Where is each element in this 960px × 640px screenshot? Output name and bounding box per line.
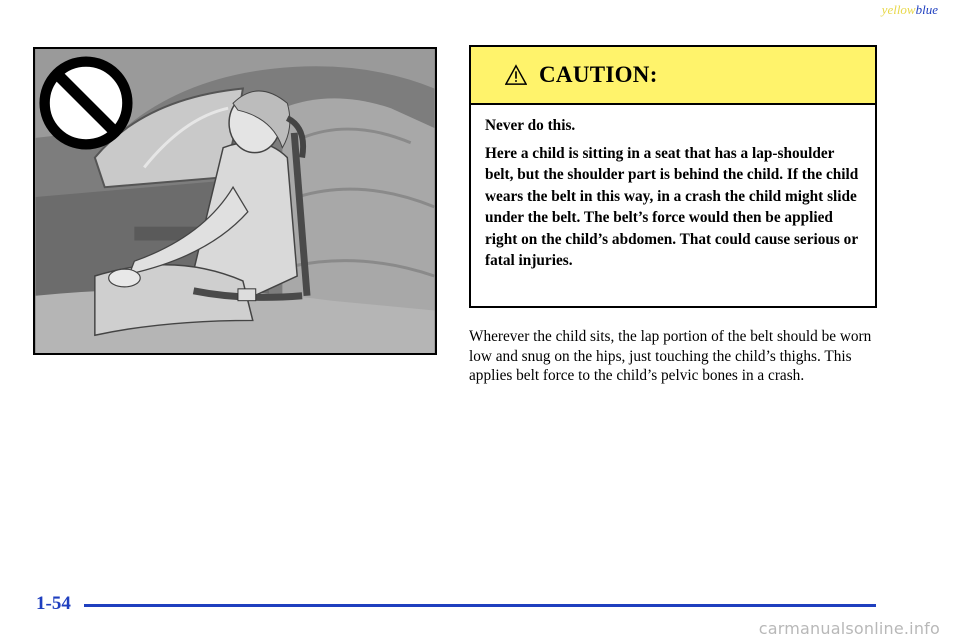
caution-box — [469, 45, 877, 308]
watermark: carmanualsonline.info — [758, 619, 940, 638]
prohibition-icon — [39, 56, 133, 150]
body-paragraph: Wherever the child sits, the lap portion of the belt should be worn low and snug on the hips, just touching the child’s thighs. This applies belt force to the child’s pelvic bones in a crash. — [469, 328, 872, 384]
color-tag-yellow: yellow — [881, 2, 916, 17]
page-number: 1-54 — [36, 593, 71, 614]
caution-title: CAUTION: — [539, 62, 658, 87]
child-seatbelt-illustration — [33, 47, 437, 355]
caution-header — [471, 47, 875, 105]
color-tag-blue: blue — [915, 2, 938, 17]
footer-rule — [84, 604, 876, 607]
warning-triangle-icon — [505, 64, 527, 86]
caution-paragraph: Never do this. — [485, 117, 576, 134]
color-tag — [882, 2, 938, 18]
caution-body — [471, 105, 875, 272]
caution-paragraph: Here a child is sitting in a seat that has a lap-shoulder belt, but the shoulder part is behind the child. If the child wears the belt in this way, in a crash the child might slide under the belt. The belt’s force would then be applied right on the child’s abdomen. That could cause serious or fatal injuries. — [485, 144, 859, 269]
